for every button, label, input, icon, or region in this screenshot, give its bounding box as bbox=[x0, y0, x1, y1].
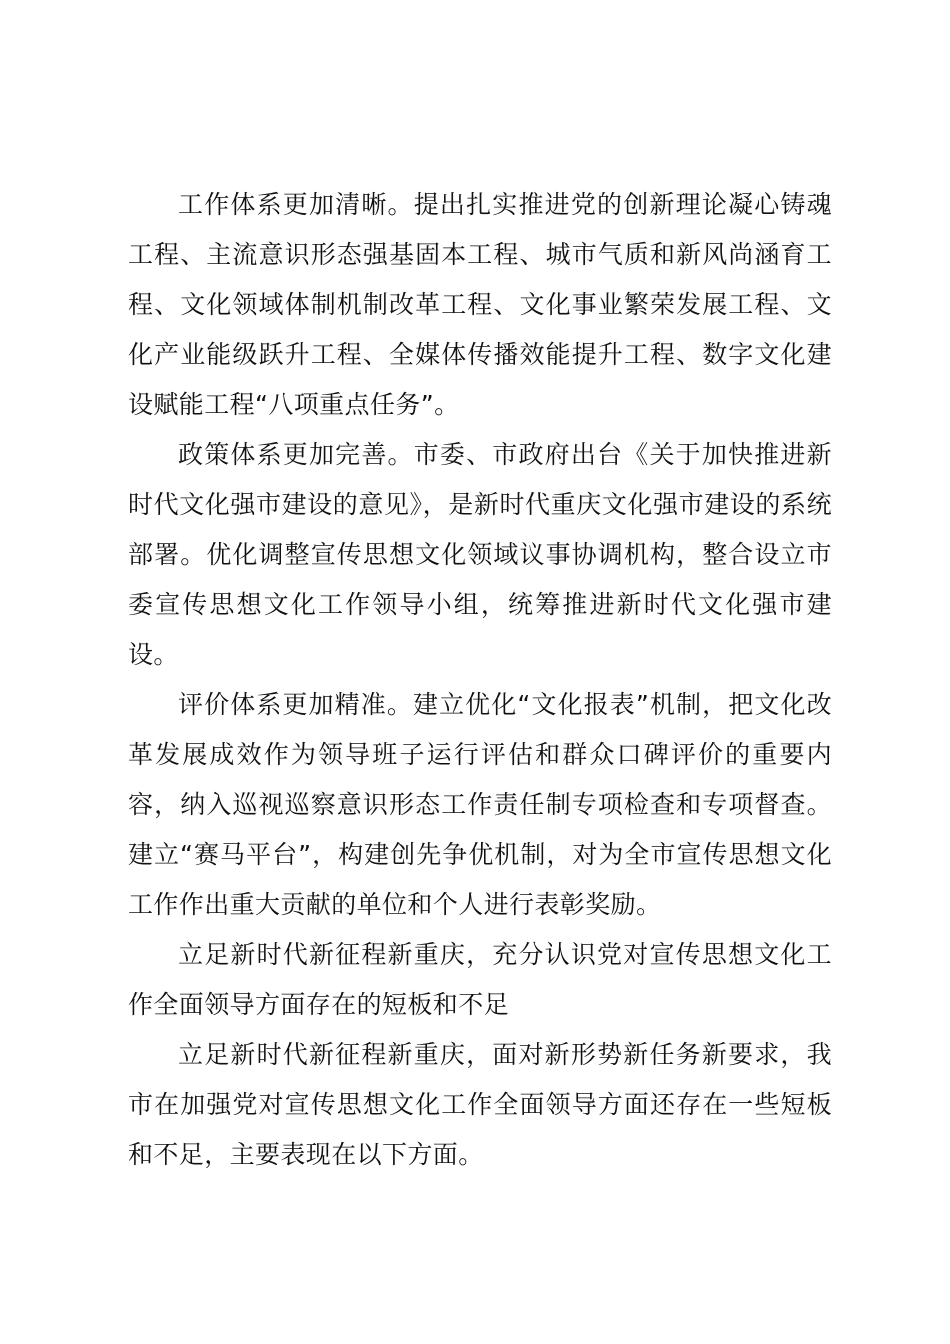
paragraph-evaluation-system: 评价体系更加精准。建立优化“文化报表”机制，把文化改革发展成效作为领导班子运行评估和群众口碑评价的重要内容，纳入巡视巡察意识形态工作责任制专项检查和专项督查。建立“赛马平台”，构建创先争优机制，对为全市宣传思想文化工作作出重大贡献的单位和个人进行表彰奖励。 bbox=[128, 690, 832, 919]
paragraph-section-heading: 立足新时代新征程新重庆，充分认识党对宣传思想文化工作全面领导方面存在的短板和不足 bbox=[128, 940, 832, 1019]
paragraph-work-system: 工作体系更加清晰。提出扎实推进党的创新理论凝心铸魂工程、主流意识形态强基固本工程、城市气质和新风尚涵育工程、文化领域体制机制改革工程、文化事业繁荣发展工程、文化产业能级跃升工程、全媒体传播效能提升工程、数字文化建设赋能工程“八项重点任务”。 bbox=[128, 190, 832, 419]
paragraph-shortcomings-intro: 立足新时代新征程新重庆，面对新形势新任务新要求，我市在加强党对宣传思想文化工作全面领导方面还存在一些短板和不足，主要表现在以下方面。 bbox=[128, 1040, 832, 1169]
document-body bbox=[128, 180, 832, 1180]
paragraph-policy-system: 政策体系更加完善。市委、市政府出台《关于加快推进新时代文化强市建设的意见》，是新时代重庆文化强市建设的系统部署。优化调整宣传思想文化领域议事协调机构，整合设立市委宣传思想文化工作领导小组，统筹推进新时代文化强市建设。 bbox=[128, 440, 832, 669]
